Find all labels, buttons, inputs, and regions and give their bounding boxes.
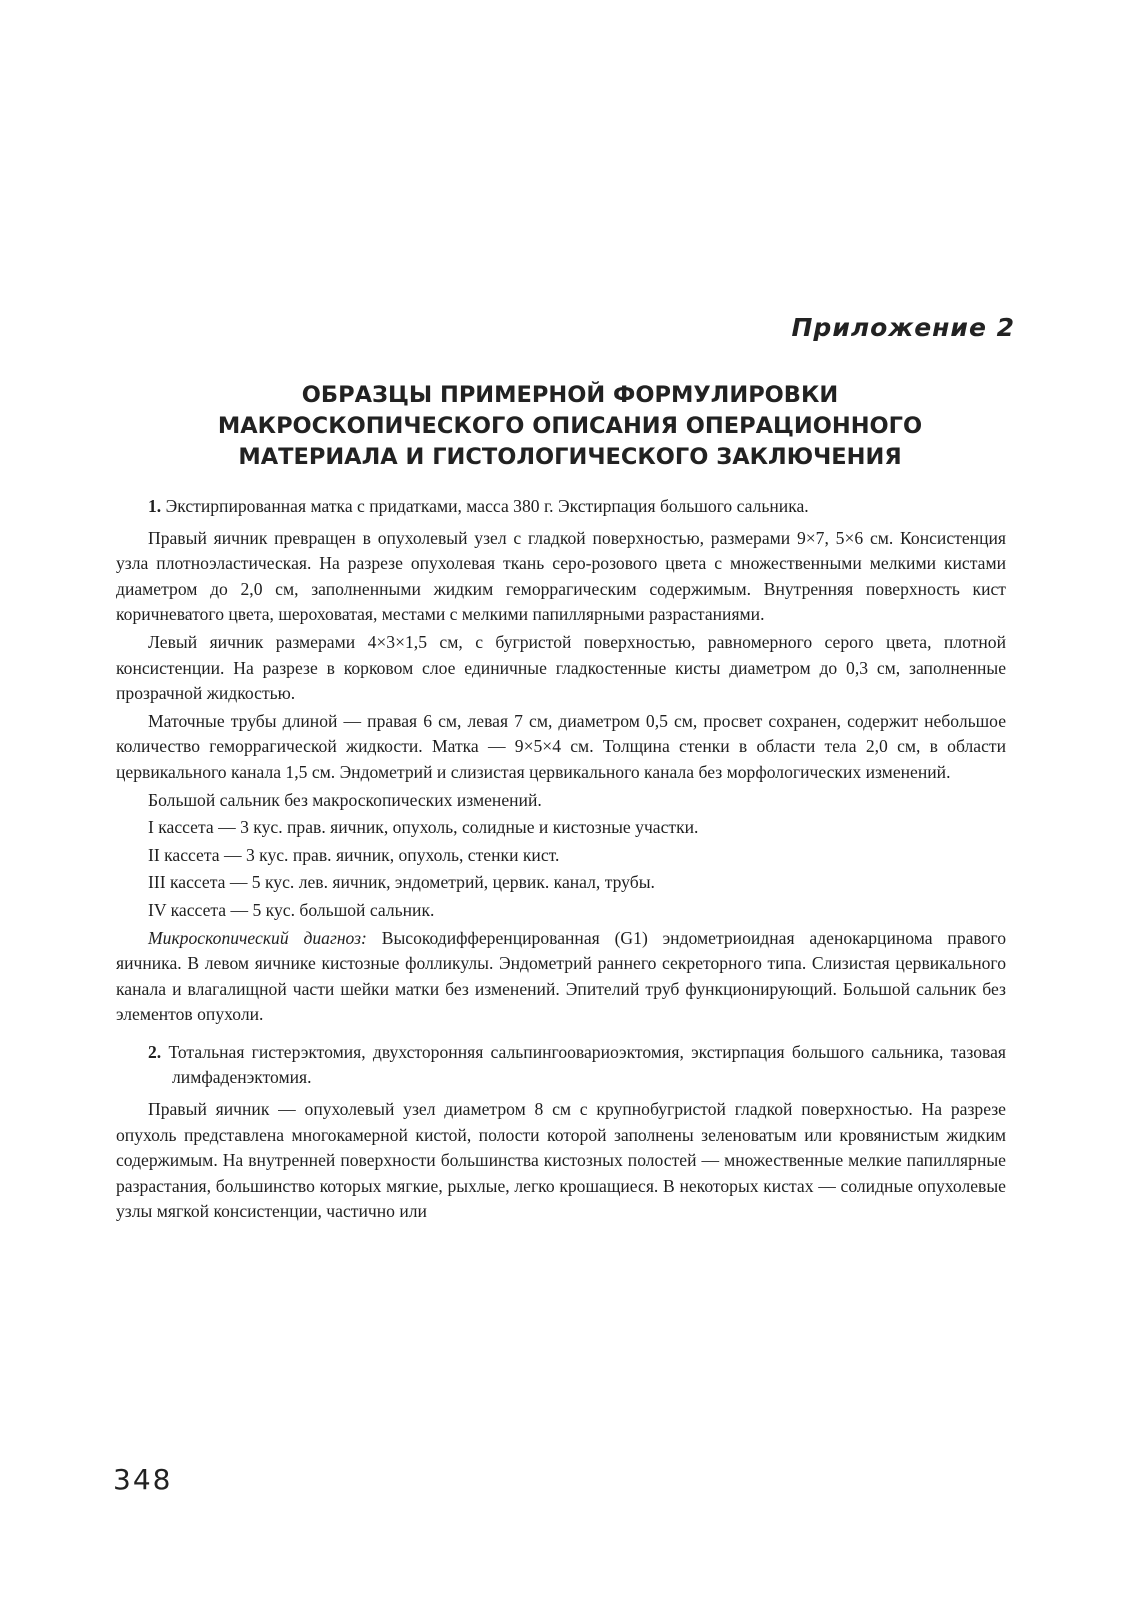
sample-1-heading (116, 494, 1006, 520)
sample-1-heading-text: Экстирпированная матка с придатками, масса 380 г. Экстирпация большого сальника. (165, 496, 809, 516)
sample-2-heading-text: Тотальная гистерэктомия, двухсторонняя сальпингоовариоэктомия, экстирпация большого сальника, тазовая лимфаденэктомия. (168, 1041, 1006, 1088)
cassette-line: IV кассета — 5 кус. большой сальник. (148, 899, 435, 920)
sample-2-heading (116, 1040, 1006, 1091)
cassette-line: II кассета — 3 кус. прав. яичник, опухоль, стенки кист. (148, 844, 560, 865)
main-title (150, 380, 990, 473)
appendix-label: Приложение 2 (791, 313, 1015, 342)
main-title-line: МАКРОСКОПИЧЕСКОГО ОПИСАНИЯ ОПЕРАЦИОННОГО (217, 413, 923, 439)
paragraph-left-ovary: Левый яичник размерами 4×3×1,5 см, с бугристой поверхностью, равномерного серого цвета, плотной консистенции. На разрезе в корковом слое единичные гладкостенные кисты диаметром до 0,3 см, заполненные прозрачной жидкостью. (116, 631, 1006, 704)
paragraph-omentum: Большой сальник без макроскопических изменений. (148, 789, 542, 810)
cassette-line: I кассета — 3 кус. прав. яичник, опухоль, солидные и кистозные участки. (148, 817, 699, 838)
diagnosis-text: Высокодифференцированная (G1) эндометриоидная аденокарцинома правого яичника. В левом яичнике кистозные фолликулы. Эндометрий раннего секреторного типа. Слизистая цервикального канала и влагалищной части шейки матки без изменений. Эпителий труб функционирующий. Большой сальник без элементов опухоли. (116, 927, 1006, 1025)
main-title-line: МАТЕРИАЛА И ГИСТОЛОГИЧЕСКОГО ЗАКЛЮЧЕНИЯ (238, 444, 902, 470)
paragraph-right-ovary: Правый яичник превращен в опухолевый узел с гладкой поверхностью, размерами 9×7, 5×6 см. Консистенция узла плотноэластическая. На разрезе опухолевая ткань серо-розового цвета с множественными мелкими кистами диаметром до 2,0 см, заполненными жидким геморрагическим содержимым. Внутренняя поверхность кист коричневатого цвета, шероховатая, местами с мелкими папиллярными разрастаниями. (116, 527, 1006, 625)
sample-1-number: 1. (148, 496, 162, 516)
body-text (116, 494, 1006, 1227)
page-number: 348 (113, 1463, 173, 1496)
paragraph-sample-2-right-ovary: Правый яичник — опухолевый узел диаметром 8 см с крупнобугристой гладкой поверхностью. На разрезе опухоль представлена многокамерной кистой, полости которой заполнены зеленоватым или кровянистым жидким содержимым. На внутренней поверхности большинства кистозных полостей — множественные мелкие папиллярные разрастания, большинство которых мягкие, рыхлые, легко крошащиеся. В некоторых кистах — солидные опухолевые узлы мягкой консистенции, частично или (116, 1099, 1006, 1222)
paragraph-tubes-uterus: Маточные трубы длиной — правая 6 см, левая 7 см, диаметром 0,5 см, просвет сохранен, содержит небольшое количество геморрагической жидкости. Матка — 9×5×4 см. Толщина стенки в области тела 2,0 см, в области цервикального канала 1,5 см. Эндометрий и слизистая цервикального канала без морфологических изменений. (116, 710, 1006, 782)
diagnosis-paragraph (116, 926, 1006, 1028)
diagnosis-label: Микроскопический диагноз: (148, 927, 367, 948)
main-title-line: ОБРАЗЦЫ ПРИМЕРНОЙ ФОРМУЛИРОВКИ (301, 382, 839, 408)
sample-2-number: 2. (148, 1041, 162, 1062)
cassette-line: III кассета — 5 кус. лев. яичник, эндометрий, цервик. канал, трубы. (148, 872, 655, 893)
